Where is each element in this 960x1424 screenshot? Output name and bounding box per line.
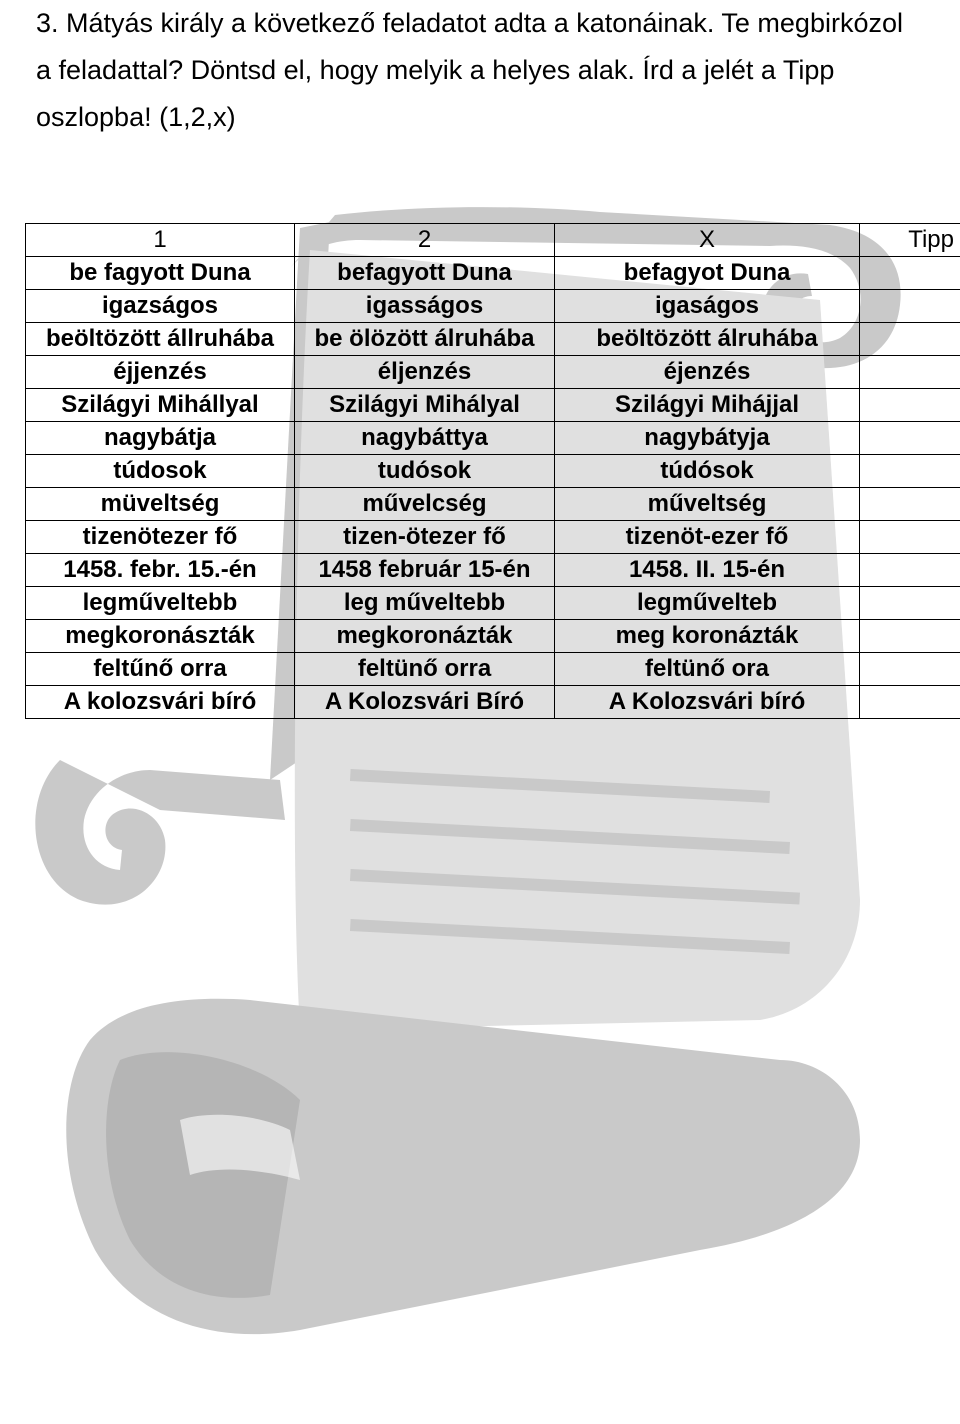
table-row [26,488,960,521]
option-2-cell: művelcség [295,488,555,521]
instruction-line-3: oszlopba! (1,2,x) [36,102,236,132]
table-row [26,323,960,356]
table-row [26,686,960,719]
option-2-cell: be ölözött álruhába [295,323,555,356]
tipp-answer-cell[interactable] [860,653,960,686]
option-x-cell: Szilágyi Mihájjal [555,389,860,422]
tipp-answer-cell[interactable] [860,455,960,488]
option-x-cell: befagyot Duna [555,257,860,290]
tipp-answer-cell[interactable] [860,686,960,719]
option-1-cell: tizenötezer fő [26,521,295,554]
instruction-line-2: a feladattal? Döntsd el, hogy melyik a helyes alak. Írd a jelét a Tipp [36,55,835,85]
tipp-answer-cell[interactable] [860,587,960,620]
option-x-cell: műveltség [555,488,860,521]
option-2-cell: Szilágyi Mihályal [295,389,555,422]
option-2-cell: befagyott Duna [295,257,555,290]
table-row [26,587,960,620]
tipp-answer-cell[interactable] [860,620,960,653]
option-1-cell: Szilágyi Mihállyal [26,389,295,422]
tipp-answer-cell[interactable] [860,323,960,356]
scroll-left-curl [35,760,285,905]
option-2-cell: nagybáttya [295,422,555,455]
option-x-cell: A Kolozsvári bíró [555,686,860,719]
spelling-choice-table [25,223,960,719]
table-header-row [26,224,960,257]
option-1-cell: be fagyott Duna [26,257,295,290]
tipp-answer-cell[interactable] [860,257,960,290]
option-x-cell: túdósok [555,455,860,488]
header-option-x: X [555,224,860,257]
option-x-cell: meg koronázták [555,620,860,653]
table-row [26,554,960,587]
tipp-answer-cell[interactable] [860,554,960,587]
option-2-cell: megkoronázták [295,620,555,653]
table-row [26,521,960,554]
option-1-cell: megkoronászták [26,620,295,653]
option-2-cell: tizen-ötezer fő [295,521,555,554]
option-x-cell: igaságos [555,290,860,323]
tipp-answer-cell[interactable] [860,488,960,521]
task-instruction [36,0,946,141]
table-row [26,422,960,455]
option-2-cell: 1458 február 15-én [295,554,555,587]
option-1-cell: éjjenzés [26,356,295,389]
option-x-cell: tizenöt-ezer fő [555,521,860,554]
tipp-answer-cell[interactable] [860,290,960,323]
table-row [26,653,960,686]
option-1-cell: 1458. febr. 15.-én [26,554,295,587]
option-x-cell: 1458. II. 15-én [555,554,860,587]
option-1-cell: A kolozsvári bíró [26,686,295,719]
header-tipp: Tipp [860,224,960,257]
table-body [26,224,960,719]
header-option-1: 1 [26,224,295,257]
option-2-cell: éljenzés [295,356,555,389]
option-1-cell: nagybátja [26,422,295,455]
table-row [26,455,960,488]
tipp-answer-cell[interactable] [860,422,960,455]
option-x-cell: feltünő ora [555,653,860,686]
tipp-answer-cell[interactable] [860,356,960,389]
option-x-cell: beöltözött álruhába [555,323,860,356]
option-2-cell: A Kolozsvári Bíró [295,686,555,719]
option-2-cell: igasságos [295,290,555,323]
table-row [26,257,960,290]
option-x-cell: legművelteb [555,587,860,620]
option-2-cell: leg műveltebb [295,587,555,620]
option-1-cell: beöltözött állruhába [26,323,295,356]
table-row [26,290,960,323]
option-2-cell: feltünő orra [295,653,555,686]
option-1-cell: igazságos [26,290,295,323]
instruction-line-1: 3. Mátyás király a következő feladatot adta a katonáinak. Te megbirkózol [36,8,903,38]
option-2-cell: tudósok [295,455,555,488]
table-row [26,356,960,389]
tipp-answer-cell[interactable] [860,521,960,554]
option-1-cell: túdosok [26,455,295,488]
tipp-answer-cell[interactable] [860,389,960,422]
option-1-cell: müveltség [26,488,295,521]
header-option-2: 2 [295,224,555,257]
table-row [26,620,960,653]
table-row [26,389,960,422]
option-x-cell: nagybátyja [555,422,860,455]
option-1-cell: legműveltebb [26,587,295,620]
option-1-cell: feltűnő orra [26,653,295,686]
option-x-cell: éjenzés [555,356,860,389]
